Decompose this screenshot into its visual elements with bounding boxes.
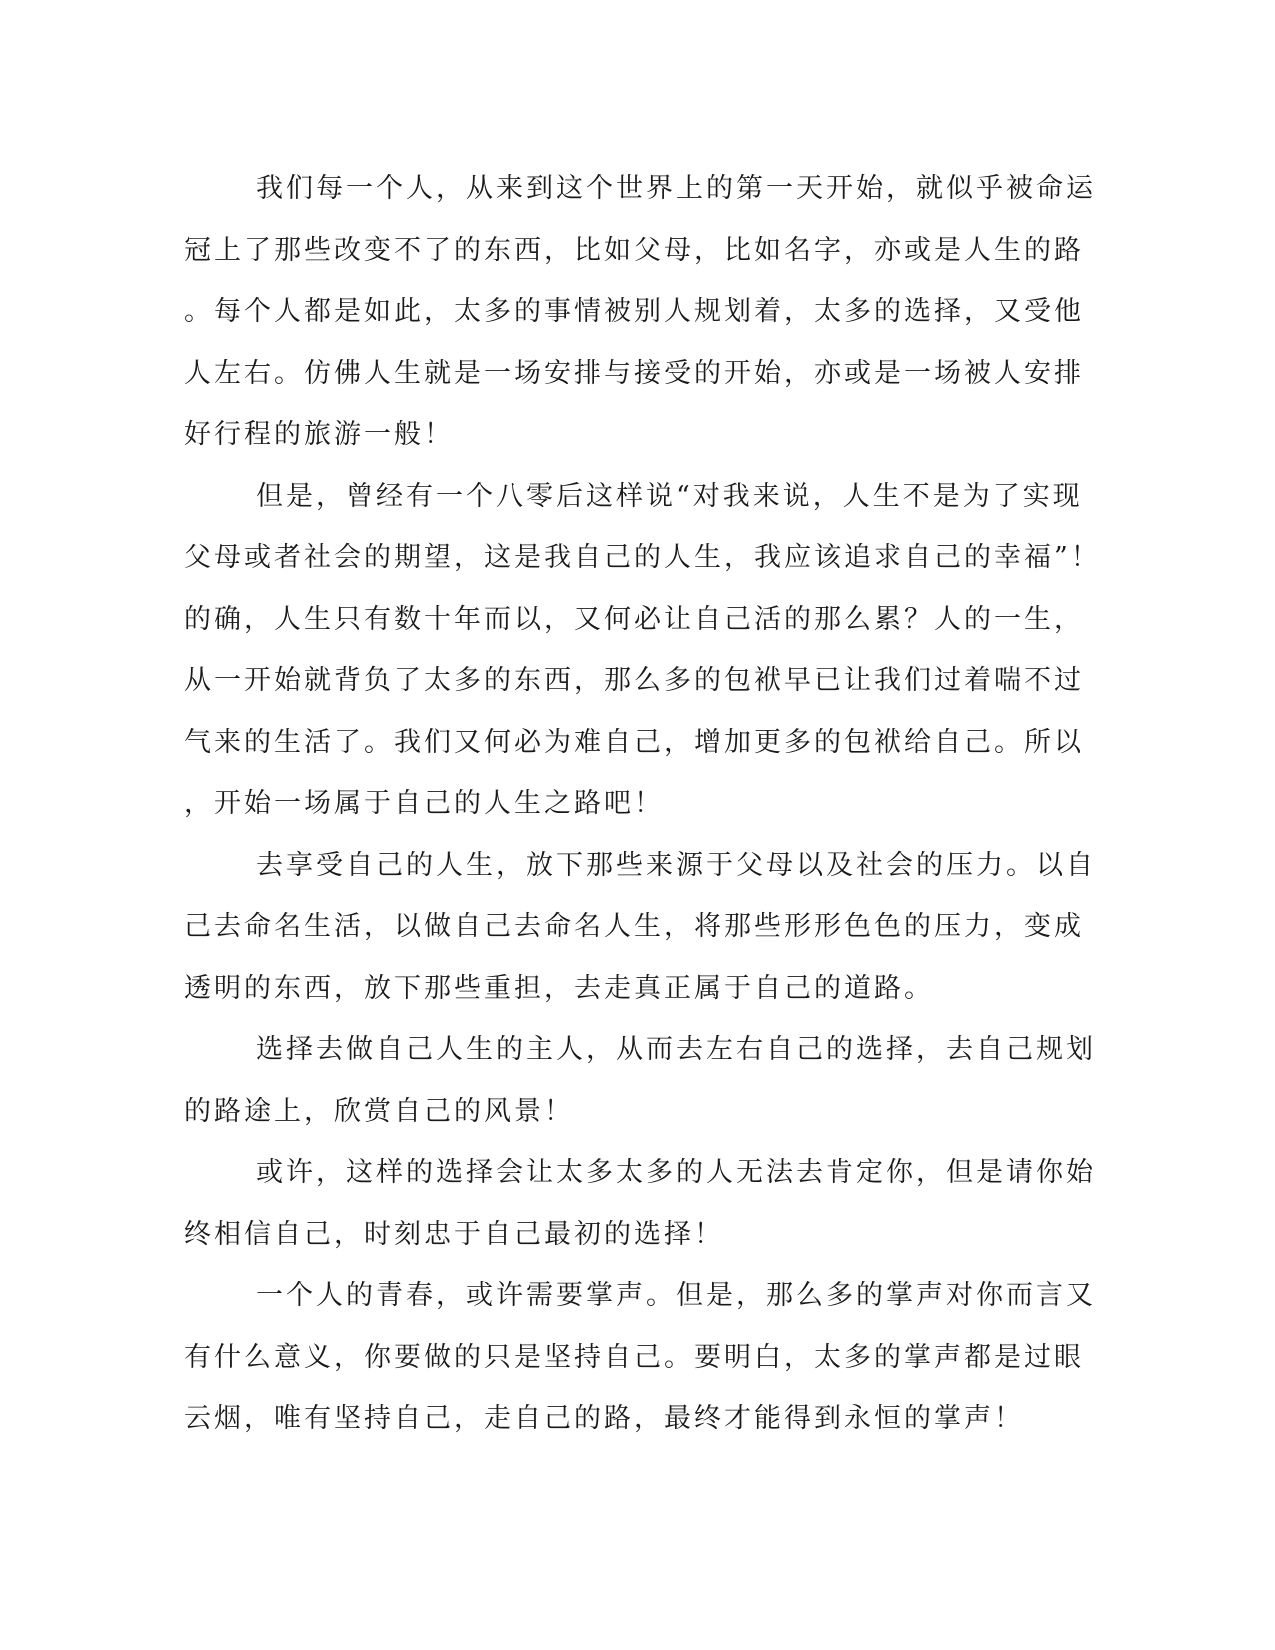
text-line: 的路途上，欣赏自己的风景！ [184, 1095, 574, 1127]
text-line: 终相信自己，时刻忠于自己最初的选择！ [184, 1218, 724, 1250]
text-line: 气来的生活了。我们又何必为难自己，增加更多的包袱给自己。所以 [184, 726, 1084, 758]
text-line: 或许，这样的选择会让太多太多的人无法去肯定你，但是请你始 [256, 1157, 1096, 1188]
text-line: 好行程的旅游一般！ [184, 419, 454, 450]
text-line: ，开始一场属于自己的人生之路吧！ [184, 788, 664, 819]
text-line: 己去命名生活，以做自己去命名人生，将那些形形色色的压力，变成 [184, 911, 1084, 942]
text-line: 从一开始就背负了太多的东西，那么多的包袱早已让我们过着喘不过 [184, 665, 1084, 696]
text-line: 但是，曾经有一个八零后这样说“对我来说，人生不是为了实现 [256, 480, 1083, 512]
text-line: 冠上了那些改变不了的东西，比如父母，比如名字，亦或是人生的路 [184, 234, 1084, 266]
text-line: 。每个人都是如此，太多的事情被别人规划着，太多的选择，又受他 [184, 296, 1084, 327]
text-line: 父母或者社会的期望，这是我自己的人生，我应该追求自己的幸福”！ [184, 542, 1101, 573]
text-line: 选择去做自己人生的主人，从而去左右自己的选择，去自己规划 [256, 1034, 1096, 1065]
text-line: 去享受自己的人生，放下那些来源于父母以及社会的压力。以自 [256, 849, 1096, 881]
text-line: 的确，人生只有数十年而以，又何必让自己活的那么累？人的一生， [184, 603, 1084, 635]
text-line: 我们每一个人，从来到这个世界上的第一天开始，就似乎被命运 [256, 173, 1096, 204]
text-line: 透明的东西，放下那些重担，去走真正属于自己的道路。 [184, 972, 934, 1004]
text-line: 一个人的青春，或许需要掌声。但是，那么多的掌声对你而言又 [256, 1280, 1096, 1311]
text-line: 云烟，唯有坚持自己，走自己的路，最终才能得到永恒的掌声！ [184, 1403, 1024, 1434]
essay-body [184, 158, 1101, 1450]
text-line: 人左右。仿佛人生就是一场安排与接受的开始，亦或是一场被人安排 [184, 357, 1084, 389]
text-line: 有什么意义，你要做的只是坚持自己。要明白，太多的掌声都是过眼 [184, 1341, 1084, 1373]
